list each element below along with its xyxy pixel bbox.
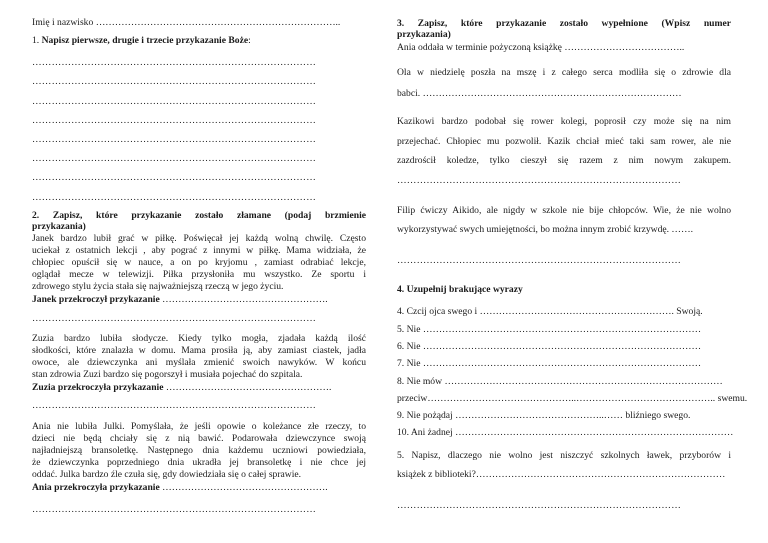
fill-8-dots[interactable]: …………………………………………………………………………… — [444, 376, 723, 387]
q1-colon: : — [248, 35, 251, 46]
fill-10-dots[interactable]: …………………………………………………………………………… — [455, 427, 734, 438]
fill-9-dots[interactable]: ………………………………………..…… — [455, 410, 623, 421]
q5-line2 — [397, 469, 731, 480]
story3-line: że dziewczynka poprzedniego dnia ukradła jej bransoletkę i nie chce jej — [32, 457, 366, 468]
answer1-extra-line[interactable]: …………………………………………………………………………… — [32, 313, 317, 324]
q1-answer-line[interactable]: …………………………………………………………………………… — [32, 76, 317, 87]
fill-6-text: 6. Nie — [397, 341, 421, 352]
q1-title — [32, 35, 366, 46]
answer2-extra-line[interactable]: …………………………………………………………………………… — [32, 400, 317, 411]
answer3-label: Ania przekroczyła przykazanie — [32, 482, 160, 493]
q3-sentence1 — [397, 42, 731, 53]
name-line — [32, 17, 366, 28]
fill-5-dots[interactable]: …………………………………………………………………………… — [422, 324, 702, 335]
fill-9-text: 9. Nie pożądaj — [397, 410, 453, 421]
q3-sentence4-line1: Filip ćwiczy Aikido, ale nigdy w szkole nie bije chłopców. Wie, że nie wolno — [397, 205, 731, 216]
fill-7-text: 7. Nie — [397, 358, 421, 369]
fill-line-8 — [397, 376, 731, 387]
sentence2-dots[interactable]: ……………………………………………………………………… — [422, 88, 682, 99]
fill-line-9 — [397, 410, 731, 421]
fill-8b-dots-2[interactable]: ……………………………….. — [595, 393, 716, 404]
sentence3-answer-line[interactable]: …………………………………………………………………………… — [397, 175, 682, 186]
story3-line: Ania nie lubiła Julki. Pomyślała, że jeśli opowie o koleżance złe rzeczy, to — [32, 421, 366, 432]
fill-7-dots[interactable]: …………………………………………………………………………… — [422, 358, 702, 369]
fill-4-dots[interactable]: ……………………………………………………. — [479, 306, 674, 317]
name-label: Imię i nazwisko — [32, 17, 94, 28]
story2-line: Zuzia bardzo lubiła słodycze. Kiedy tylko mogła, zjadała każdą ilość — [32, 333, 366, 344]
q1-answer-line[interactable]: …………………………………………………………………………… — [32, 134, 317, 145]
answer2-dots[interactable]: ……………………………………………. — [165, 382, 332, 393]
story1-line: uciekał z ostatnich lekcji , aby pograć z innymi w piłkę. Mama widziała, że — [32, 245, 366, 256]
answer3-dots[interactable]: ……………………………………………. — [162, 482, 328, 493]
q5-answer-line[interactable]: …………………………………………………………………………… — [397, 500, 682, 511]
fill-line-4 — [397, 306, 731, 317]
story1-line: chłopiec opuścił się w nauce, a on po kryjomu , zamiast odrabiać lekcje, — [32, 257, 366, 268]
fill-line-7 — [397, 358, 731, 369]
fill-line-6 — [397, 341, 731, 352]
sentence2-end: babci. — [397, 88, 421, 99]
fill-8-text: 8. Nie mów — [397, 376, 443, 387]
sentence4-answer-line[interactable]: …………………………………………………………………………… — [397, 255, 682, 266]
q1-number: 1. — [32, 35, 40, 46]
q2-title-line1: 2. Zapisz, które przykazanie zostało złamane (podaj brzmienie — [32, 210, 366, 221]
fill-8b-text: przeciw — [397, 393, 428, 404]
answer2-line — [32, 382, 366, 393]
story1-line: zdrowego stylu życia stała się najważniejszą rzeczą w jego życiu. — [32, 281, 284, 292]
q5-line1: 5. Napisz, dlaczego nie wolno jest niszczyć szkolnych ławek, przyborów i — [397, 450, 731, 461]
fill-5-text: 5. Nie — [397, 324, 421, 335]
name-dots[interactable]: ………………………………………………………………….. — [95, 17, 341, 28]
story3-line: najładniejszą bransoletkę. Następnego dnia każdemu uczniowi powiedziała, — [32, 445, 366, 456]
q1-text: Napisz pierwsze, drugie i trzecie przykazanie Boże — [41, 35, 249, 46]
answer2-label: Zuzia przekroczyła przykazanie — [32, 382, 164, 393]
q1-answer-line[interactable]: …………………………………………………………………………… — [32, 172, 317, 183]
story3-line: oddać. Julka bardzo źle czuła się, gdy dowiedziała się o całej sprawie. — [32, 469, 302, 480]
fill-9-end: bliźniego swego. — [625, 410, 691, 421]
story1-line: Janek bardzo lubił grać w piłkę. Poświęcał jej każdą wolną chwilę. Często — [32, 233, 366, 244]
fill-8b-end: swemu. — [717, 393, 748, 404]
sentence1-text: Ania oddała w terminie pożyczoną książkę — [397, 42, 562, 53]
q3-sentence2-line2 — [397, 88, 731, 99]
q1-answer-line[interactable]: …………………………………………………………………………… — [32, 192, 317, 203]
q4-title: 4. Uzupełnij brakujące wyrazy — [397, 284, 523, 295]
q1-answer-line[interactable]: …………………………………………………………………………… — [32, 153, 317, 164]
story2-line: owoce, ale dziewczynka ani myślała zmienić swoich nawyków. W końcu — [32, 357, 366, 368]
q3-sentence3-line2: przejechać. Chłopiec mu pozwolił. Kazik chciał mieć taki sam rower, ale nie — [397, 136, 731, 147]
q5-dots[interactable]: …………………………………………………………………… — [475, 469, 726, 480]
answer1-dots[interactable]: ……………………………………………. — [162, 294, 328, 305]
fill-line-8b — [397, 393, 748, 404]
q3-title-line2: przykazania) — [397, 29, 451, 40]
answer1-label: Janek przekroczył przykazanie — [32, 294, 160, 305]
q1-answer-line[interactable]: …………………………………………………………………………… — [32, 96, 317, 107]
answer3-line — [32, 482, 366, 493]
story3-line: dzieci nie będą chciały się z nią bawić. Podarowała dziewczynce swoją — [32, 433, 366, 444]
q3-sentence3-line1: Kazikowi bardzo podobał się rower kolegi, poprosił czy może się na nim — [397, 116, 731, 127]
sentence1-dots[interactable]: ……………………………….. — [564, 42, 685, 53]
q3-sentence3-line3: zazdrościł koledze, tylko cieszył się razem z nim nowym zakupem. — [397, 155, 731, 166]
answer1-line — [32, 294, 366, 305]
story1-line: oglądał mecze w telewizji. Piłka przysłoniła mu wszystko. Ze sportu i — [32, 269, 366, 280]
q3-sentence4-line2: wykorzystywać swych umiejętności, bo można innym zrobić krzywdę. ……. — [397, 224, 694, 235]
q1-answer-line[interactable]: …………………………………………………………………………… — [32, 115, 317, 126]
fill-6-dots[interactable]: …………………………………………………………………………… — [422, 341, 702, 352]
q5-text: książek z biblioteki? — [397, 469, 476, 480]
q2-title-line2: przykazania) — [32, 221, 86, 232]
q1-answer-line[interactable]: …………………………………………………………………………… — [32, 57, 317, 68]
fill-10-text: 10. Ani żadnej — [397, 427, 453, 438]
q3-sentence2-line1: Ola w niedzielę poszła na mszę i z całego serca modliła się o zdrowie dla — [397, 67, 731, 78]
fill-line-10 — [397, 427, 734, 438]
fill-4-end: Swoją. — [676, 306, 703, 317]
answer3-extra-line[interactable]: …………………………………………………………………………… — [32, 504, 317, 515]
fill-line-5 — [397, 324, 731, 335]
story2-line: słodkości, które znalazła w domu. Mama prosiła ją, aby zamiast ciastek, jadła — [32, 345, 366, 356]
story2-line: stan zdrowia Zuzi bardzo się pogorszył i musiała pojechać do szpitala. — [32, 369, 303, 380]
q3-title-line1: 3. Zapisz, które przykazanie zostało wypełnione (Wpisz numer — [397, 18, 731, 29]
fill-4-text: 4. Czcij ojca swego i — [397, 306, 478, 317]
fill-8b-dots[interactable]: ………………………………………..…… — [427, 393, 596, 404]
